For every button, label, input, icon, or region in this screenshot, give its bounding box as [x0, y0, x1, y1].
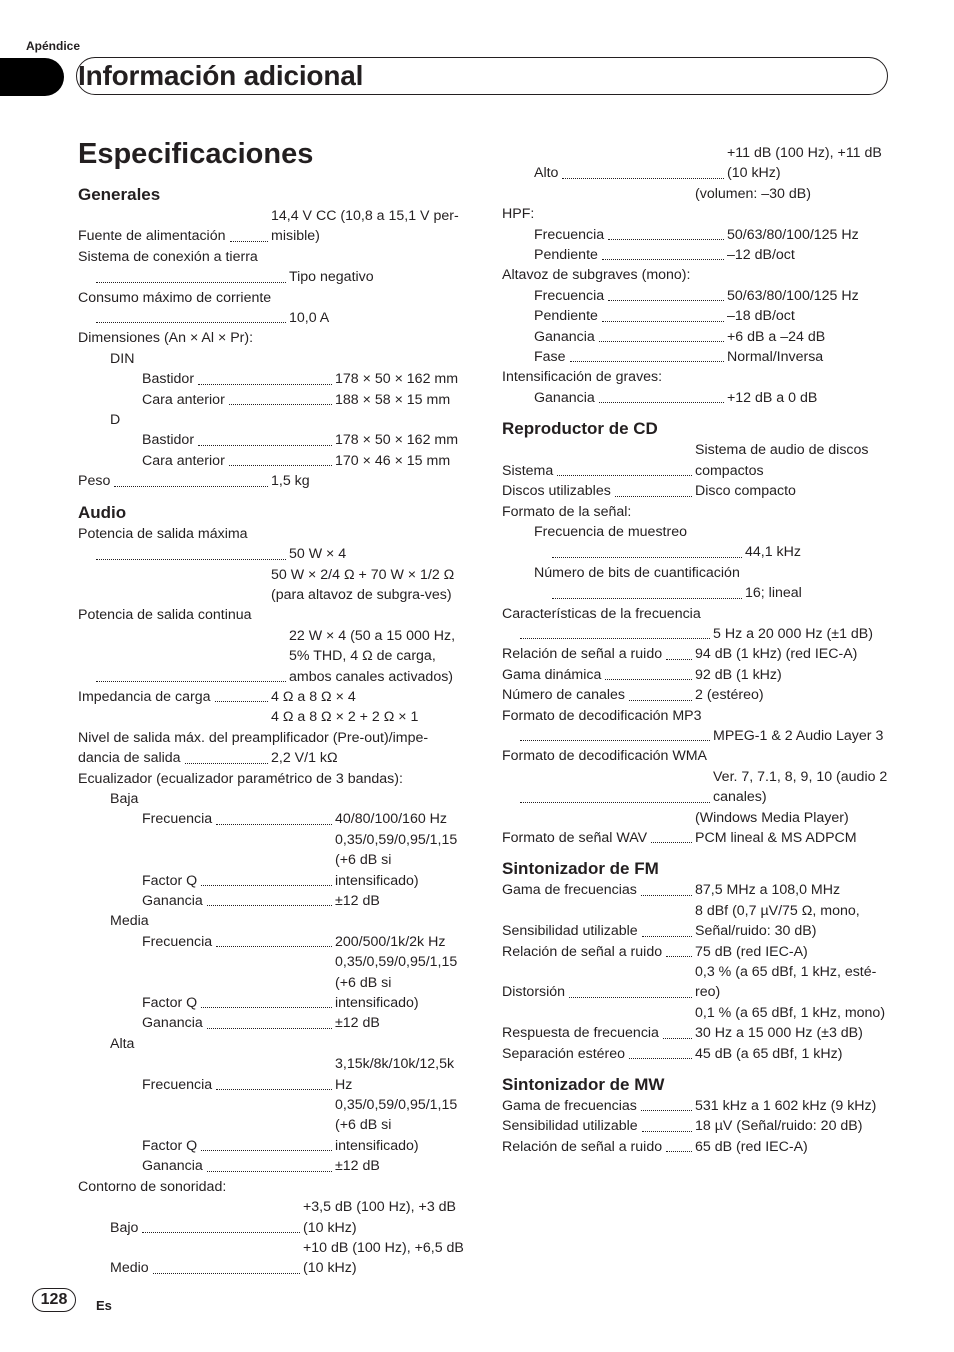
spec-label: Cara anterior [142, 452, 225, 469]
dot-leader [666, 956, 692, 957]
spec-label-cell [502, 726, 712, 746]
spec-label: Alto [534, 165, 559, 182]
spec-label-cell [78, 1013, 334, 1033]
spec-value: 45 dB (a 65 dBf, 1 kHz) [695, 1045, 843, 1062]
spec-label-cell [78, 565, 270, 606]
dot-leader [96, 322, 286, 323]
dot-leader [651, 842, 692, 843]
spec-label-cell [502, 184, 694, 204]
spec-label-cell [502, 388, 726, 408]
spec-value: Tipo negativo [289, 269, 374, 286]
spec-row [78, 1238, 464, 1279]
spec-label: Cara anterior [142, 391, 225, 408]
spec-row [502, 327, 888, 347]
spec-row [502, 143, 888, 184]
spec-label-cell [502, 644, 694, 664]
spec-value: 2 (estéreo) [695, 687, 764, 704]
spec-label-cell [502, 1116, 694, 1136]
spec-row [78, 1054, 464, 1095]
spec-label: Formato de señal WAV [502, 830, 648, 846]
spec-label-cell [502, 665, 694, 685]
spec-label-cell [78, 830, 334, 891]
spec-row [78, 308, 464, 328]
spec-label-cell [502, 1003, 694, 1023]
dot-leader [641, 1110, 692, 1111]
spec-value: 531 kHz a 1 602 kHz (9 kHz) [695, 1098, 877, 1115]
dot-leader [599, 402, 724, 403]
spec-row [78, 1156, 464, 1176]
spec-label-cell [78, 1197, 302, 1238]
spec-label: Frecuencia [142, 933, 213, 950]
dot-leader [608, 300, 724, 301]
spec-label: Bastidor [142, 432, 195, 449]
spec-row [502, 685, 888, 705]
spec-text: Contorno de sonoridad: [78, 1178, 227, 1195]
spec-row [502, 440, 888, 481]
spec-text: D [110, 412, 121, 429]
spec-label: dancia de salida [78, 750, 181, 767]
dot-leader [216, 946, 332, 947]
spec-text: Formato de decodificación MP3 [502, 707, 702, 724]
spec-label: Factor Q [142, 995, 198, 1012]
spec-value: 50 W × 2/4 Ω + 70 W × 1/2 Ω (para altavoz de subgra-ves) [271, 566, 455, 603]
header-title: Información adicional [78, 60, 364, 91]
spec-text: Sistema de conexión a tierra [78, 248, 258, 265]
spec-value: 16; lineal [745, 585, 802, 602]
spec-label-cell [502, 880, 694, 900]
dot-leader [229, 404, 332, 405]
spec-text: Número de bits de cuantificación [534, 564, 740, 581]
spec-row [502, 1003, 888, 1023]
spec-label: Medio [110, 1260, 149, 1277]
spec-label-cell [78, 626, 288, 687]
spec-row [502, 481, 888, 501]
spec-text: Intensificación de graves: [502, 369, 663, 386]
section-heading: Generales [78, 185, 161, 204]
spec-row [502, 624, 888, 644]
spec-label-cell [502, 245, 726, 265]
spec-row [502, 767, 888, 808]
spec-label-cell [502, 542, 744, 562]
spec-label-cell [78, 206, 270, 247]
section-heading: Audio [78, 502, 127, 522]
spec-row [78, 565, 464, 606]
spec-value: 8 dBf (0,7 µV/75 Ω, mono, Señal/ruido: 30 dB) [695, 902, 860, 940]
spec-label-cell [502, 901, 694, 942]
spec-value: 2,2 V/1 kΩ [271, 750, 338, 767]
spec-label: Factor Q [142, 872, 198, 889]
spec-value: ±12 dB [335, 1158, 380, 1175]
dot-leader [198, 384, 332, 385]
spec-label-cell [78, 952, 334, 1013]
dot-leader [605, 679, 692, 680]
spec-value: 14,4 V CC (10,8 a 15,1 V per-misible) [271, 208, 459, 245]
spec-label-cell [78, 1238, 302, 1279]
right-column [502, 143, 888, 1157]
spec-label: Bajo [110, 1219, 139, 1236]
spec-label-cell [502, 347, 726, 367]
dot-leader [599, 341, 724, 342]
spec-label: Sensibilidad utilizable [502, 1118, 638, 1135]
dot-leader [552, 557, 742, 558]
spec-label: Ganancia [142, 1015, 203, 1032]
spec-value: 50 W × 4 [289, 546, 347, 563]
spec-value: 30 Hz a 15 000 Hz (±3 dB) [695, 1025, 863, 1042]
spec-value: 50/63/80/100/125 Hz [727, 226, 859, 243]
spec-row [502, 901, 888, 942]
spec-value: 22 W × 4 (50 a 15 000 Hz, 5% THD, 4 Ω de carga, ambos canales activados) [289, 627, 456, 685]
spec-label-cell [78, 451, 334, 471]
dot-leader [96, 282, 286, 283]
dot-leader [569, 997, 692, 998]
spec-label-cell [502, 767, 712, 808]
spec-row [502, 880, 888, 900]
spec-label: Gama de frecuencias [502, 882, 637, 899]
dot-leader [96, 681, 286, 682]
spec-label: Distorsión [502, 984, 566, 1001]
dot-leader [663, 1038, 692, 1039]
dot-leader [216, 824, 332, 825]
spec-row [502, 942, 888, 962]
spec-value: 10,0 A [289, 310, 330, 327]
spec-text: DIN [110, 350, 135, 367]
spec-row [502, 286, 888, 306]
dot-leader [570, 361, 724, 362]
spec-value: 3,15k/8k/10k/12,5k Hz [335, 1056, 455, 1093]
spec-row [502, 225, 888, 245]
spec-row [502, 1023, 888, 1043]
spec-text: Nivel de salida máx. del preamplificador (Pre-out)/impe- [78, 729, 429, 746]
spec-value: –18 dB/oct [727, 308, 795, 325]
spec-row [78, 369, 464, 389]
spec-label-cell [78, 932, 334, 952]
spec-value: 200/500/1k/2k Hz [335, 933, 446, 950]
spec-label: Pendiente [534, 247, 598, 264]
spec-label: Sensibilidad utilizable [502, 923, 638, 940]
spec-row [502, 644, 888, 664]
spec-label: Factor Q [142, 1137, 198, 1154]
spec-value: 40/80/100/160 Hz [335, 811, 448, 828]
dot-leader [666, 659, 692, 660]
spec-value: 178 × 50 × 162 mm [335, 371, 459, 388]
dot-leader [230, 241, 269, 242]
spec-row [502, 542, 888, 562]
dot-leader [185, 763, 268, 764]
dot-leader [96, 559, 286, 560]
spec-label-cell [502, 942, 694, 962]
spec-value: +12 dB a 0 dB [727, 389, 818, 406]
spec-row [78, 451, 464, 471]
spec-text: Potencia de salida continua [78, 607, 252, 624]
spec-label: Respuesta de frecuencia [502, 1025, 659, 1042]
dot-leader [142, 1232, 300, 1233]
spec-label: Frecuencia [534, 226, 605, 243]
dot-leader [552, 598, 742, 599]
page-title: Especificaciones [78, 138, 314, 170]
dot-leader [520, 638, 710, 639]
page-number: 128 [32, 1288, 76, 1312]
spec-value: 188 × 58 × 15 mm [335, 391, 451, 408]
spec-label: Relación de señal a ruido [502, 943, 663, 960]
spec-row [502, 726, 888, 746]
spec-value: Disco compacto [695, 483, 796, 500]
spec-text: Formato de la señal: [502, 503, 632, 520]
spec-row [78, 1197, 464, 1238]
spec-label: Impedancia de carga [78, 688, 211, 705]
spec-label-cell [502, 1044, 694, 1064]
spec-text: Frecuencia de muestreo [534, 523, 687, 540]
spec-text: Baja [110, 790, 139, 807]
spec-value: (volumen: –30 dB) [695, 185, 811, 202]
spec-label: Frecuencia [142, 1076, 213, 1093]
spec-row [78, 626, 464, 687]
spec-label: Discos utilizables [502, 483, 611, 500]
spec-label-cell [502, 808, 694, 828]
spec-label-cell [78, 891, 334, 911]
section-heading: Sintonizador de MW [502, 1075, 665, 1095]
spec-label-cell [502, 1137, 694, 1157]
spec-row [78, 1095, 464, 1156]
spec-text: Consumo máximo de corriente [78, 289, 272, 306]
spec-value: 0,35/0,59/0,95/1,15 (+6 dB si intensificado) [335, 831, 458, 889]
spec-value: 0,35/0,59/0,95/1,15 (+6 dB si intensificado) [335, 1097, 458, 1154]
spec-value: –12 dB/oct [727, 247, 795, 264]
dot-leader [229, 465, 332, 466]
spec-row [502, 828, 888, 848]
spec-value: 4 Ω a 8 Ω × 2 + 2 Ω × 1 [271, 709, 419, 726]
spec-text: Características de la frecuencia [502, 605, 701, 622]
spec-value: 0,1 % (a 65 dBf, 1 kHz, mono) [695, 1004, 886, 1021]
spec-value: 65 dB (red IEC-A) [695, 1138, 808, 1155]
spec-label-cell [502, 286, 726, 306]
spec-text: Potencia de salida máxima [78, 525, 248, 542]
spec-label-cell [78, 707, 270, 727]
spec-label: Relación de señal a ruido [502, 646, 663, 663]
spec-label-cell [78, 430, 334, 450]
spec-label: Frecuencia [142, 811, 213, 828]
dot-leader [608, 239, 724, 240]
spec-row [78, 1013, 464, 1033]
spec-value: 170 × 46 × 15 mm [335, 452, 451, 469]
language-code: Es [96, 1298, 112, 1313]
spec-value: PCM lineal & MS ADPCM [695, 830, 857, 846]
section-heading: Reproductor de CD [502, 419, 658, 439]
spec-value: MPEG-1 & 2 Audio Layer 3 [713, 727, 884, 744]
spec-label-cell [78, 687, 270, 707]
spec-value: 75 dB (red IEC-A) [695, 943, 808, 960]
dot-leader [201, 1007, 332, 1008]
spec-row [502, 388, 888, 408]
spec-value: (Windows Media Player) [695, 809, 849, 826]
spec-value: 0,3 % (a 65 dBf, 1 kHz, esté-reo) [695, 964, 877, 1001]
spec-row [78, 206, 464, 247]
spec-label: Fuente de alimentación [78, 228, 226, 245]
spec-value: 4 Ω a 8 Ω × 4 [271, 688, 356, 705]
spec-row [502, 347, 888, 367]
spec-row [78, 891, 464, 911]
spec-label-cell [502, 624, 712, 644]
spec-row [502, 1137, 888, 1157]
dot-leader [615, 496, 692, 497]
spec-label-cell [502, 685, 694, 705]
spec-text: Ecualizador (ecualizador paramétrico de 3 bandas): [78, 770, 403, 787]
spec-label-cell [78, 267, 288, 287]
spec-label: Ganancia [142, 1158, 203, 1175]
spec-label-cell [502, 225, 726, 245]
spec-label: Separación estéreo [502, 1045, 626, 1062]
dot-leader [602, 321, 724, 322]
spec-value: ±12 dB [335, 893, 380, 909]
spec-row [78, 809, 464, 829]
spec-value: 18 µV (Señal/ruido: 20 dB) [695, 1118, 863, 1135]
spec-label: Pendiente [534, 308, 598, 325]
spec-row [502, 665, 888, 685]
section-label: Apéndice [26, 39, 81, 53]
dot-leader [153, 1273, 300, 1274]
spec-row [502, 808, 888, 828]
spec-value: +6 dB a –24 dB [727, 328, 826, 345]
spec-label: Número de canales [502, 687, 626, 704]
spec-label-cell [502, 143, 726, 184]
spec-value: Sistema de audio de discos compactos [695, 442, 869, 479]
spec-row [78, 390, 464, 410]
dot-leader [215, 701, 268, 702]
spec-label-cell [78, 809, 334, 829]
dot-leader [642, 936, 692, 937]
dot-leader [557, 475, 692, 476]
spec-value: ±12 dB [335, 1015, 380, 1032]
spec-label: Ganancia [534, 389, 595, 406]
spec-value: Ver. 7, 7.1, 8, 9, 10 (audio 2 canales) [713, 768, 888, 806]
spec-text: Alta [110, 1035, 135, 1052]
dot-leader [207, 1028, 332, 1029]
dot-leader [207, 1171, 332, 1172]
spec-label-cell [78, 1156, 334, 1176]
spec-row [78, 544, 464, 564]
spec-value: 94 dB (1 kHz) (red IEC-A) [695, 646, 858, 663]
dot-leader [114, 486, 268, 487]
spec-label-cell [502, 962, 694, 1003]
spec-value: 1,5 kg [271, 473, 310, 490]
spec-label: Relación de señal a ruido [502, 1138, 663, 1155]
spec-row [502, 184, 888, 204]
spec-label-cell [78, 390, 334, 410]
spec-label-cell [502, 583, 744, 603]
spec-value: 87,5 MHz a 108,0 MHz [695, 882, 841, 899]
dot-leader [216, 1089, 332, 1090]
section-heading: Sintonizador de FM [502, 859, 659, 879]
dot-leader [642, 1131, 692, 1132]
spec-row [78, 687, 464, 707]
spec-label-cell [502, 306, 726, 326]
spec-value: +10 dB (100 Hz), +6,5 dB (10 kHz) [303, 1239, 464, 1277]
spec-label: Gama dinámica [502, 666, 602, 683]
spec-label-cell [502, 440, 694, 481]
spec-label: Sistema [502, 462, 554, 479]
spec-label-cell [78, 1095, 334, 1156]
spec-label: Fase [534, 349, 566, 366]
dot-leader [198, 445, 332, 446]
spec-label: Bastidor [142, 371, 195, 388]
spec-label-cell [502, 327, 726, 347]
spec-row [502, 1044, 888, 1064]
spec-row [78, 430, 464, 450]
spec-row [502, 583, 888, 603]
spec-row [502, 306, 888, 326]
spec-value: 92 dB (1 kHz) [695, 666, 782, 683]
spec-label: Peso [78, 473, 111, 490]
spec-label-cell [502, 1096, 694, 1116]
spec-value: Normal/Inversa [727, 349, 824, 366]
spec-text: Altavoz de subgraves (mono): [502, 267, 691, 284]
dot-leader [562, 178, 724, 179]
dot-leader [666, 1151, 692, 1152]
spec-row [78, 952, 464, 1013]
spec-label-cell [78, 544, 288, 564]
dot-leader [520, 802, 710, 803]
spec-label-cell [502, 481, 694, 501]
spec-label-cell [78, 748, 270, 768]
spec-value: 5 Hz a 20 000 Hz (±1 dB) [713, 625, 873, 642]
spec-row [78, 932, 464, 952]
dot-leader [201, 1150, 332, 1151]
dot-leader [602, 259, 724, 260]
spec-row [78, 471, 464, 491]
spec-value: +3,5 dB (100 Hz), +3 dB (10 kHz) [303, 1199, 457, 1236]
spec-label-cell [502, 1023, 694, 1043]
spec-label-cell [78, 369, 334, 389]
spec-label-cell [78, 1054, 334, 1095]
spec-value: 178 × 50 × 162 mm [335, 432, 459, 449]
header-tab [0, 58, 64, 96]
dot-leader [201, 885, 332, 886]
dot-leader [629, 700, 692, 701]
spec-row [502, 245, 888, 265]
dot-leader [520, 740, 710, 741]
left-column [78, 184, 464, 1279]
dot-leader [641, 895, 692, 896]
spec-label-cell [78, 308, 288, 328]
spec-row [78, 830, 464, 891]
spec-value: 44,1 kHz [745, 544, 801, 561]
spec-label: Ganancia [534, 328, 595, 345]
spec-value: 0,35/0,59/0,95/1,15 (+6 dB si intensificado) [335, 954, 458, 1012]
spec-row [502, 1096, 888, 1116]
spec-text: HPF: [502, 206, 535, 223]
spec-label: Ganancia [142, 893, 203, 909]
spec-value: +11 dB (100 Hz), +11 dB (10 kHz) [727, 145, 882, 182]
spec-text: Media [110, 913, 149, 930]
spec-row [78, 267, 464, 287]
spec-row [78, 748, 464, 768]
dot-leader [207, 905, 332, 906]
spec-label-cell [502, 828, 694, 848]
spec-row [502, 962, 888, 1003]
spec-label-cell [78, 471, 270, 491]
spec-text: Dimensiones (An × Al × Pr): [78, 330, 254, 347]
spec-label: Frecuencia [534, 287, 605, 304]
dot-leader [629, 1058, 692, 1059]
spec-text: Formato de decodificación WMA [502, 748, 708, 765]
spec-label: Gama de frecuencias [502, 1098, 637, 1115]
spec-row [78, 707, 464, 727]
spec-row [502, 1116, 888, 1136]
spec-value: 50/63/80/100/125 Hz [727, 287, 859, 304]
